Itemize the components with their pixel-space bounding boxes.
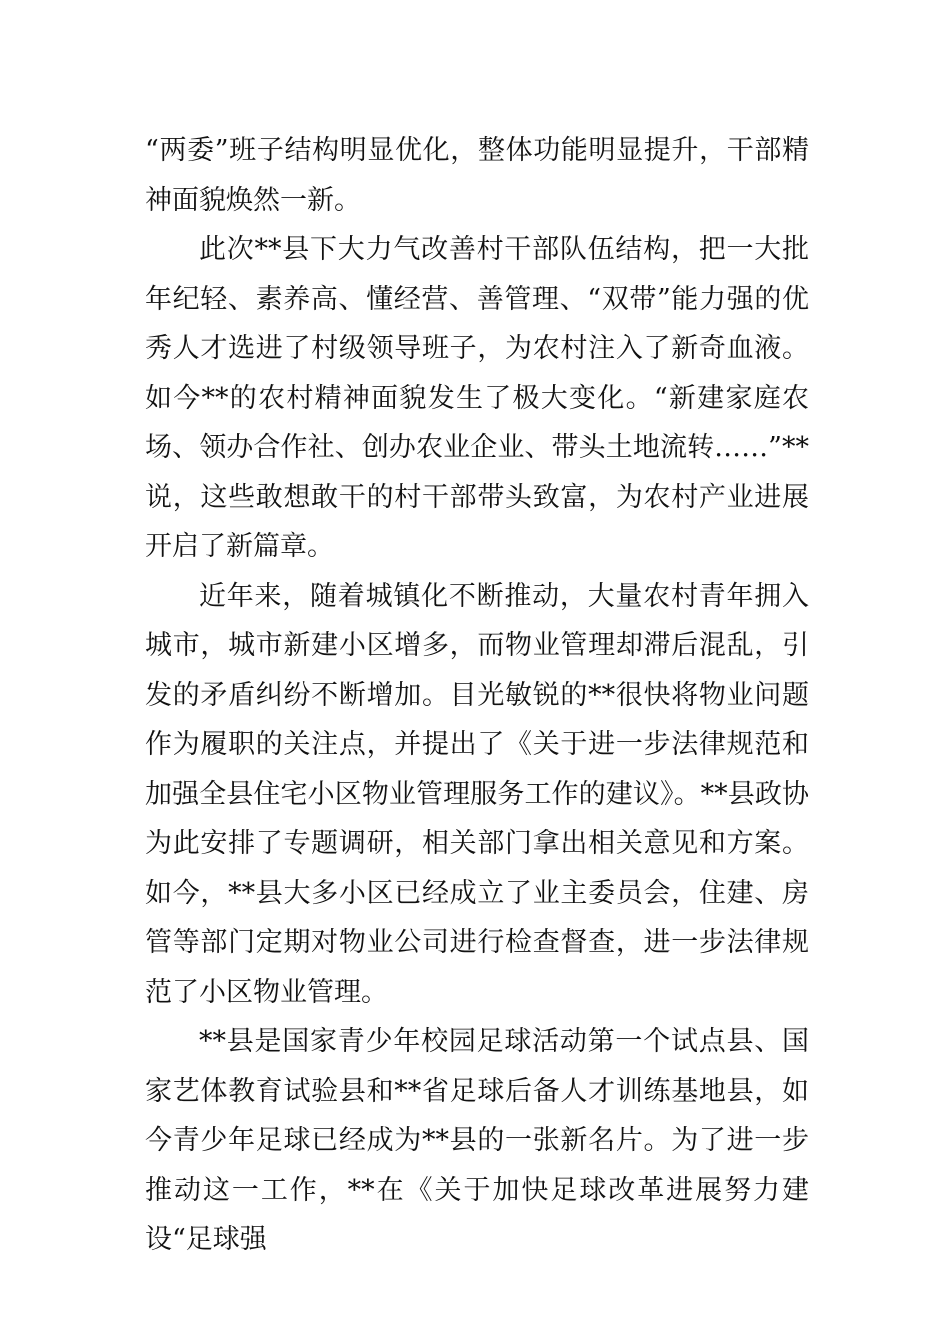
paragraph-village-cadres: 此次**县下大力气改善村干部队伍结构，把一大批年纪轻、素养高、懂经营、善管理、“双带”能力强的优秀人才选进了村级领导班子，为农村注入了新奇血液。如今**的农村精神面貌发生了极大变化。“新建家庭农场、领办合作社、创办农业企业、带头土地流转……”**说，这些敢想敢干的村干部带头致富，为农村产业进展开启了新篇章。 bbox=[145, 234, 809, 562]
paragraph-property-management: 近年来，随着城镇化不断推动，大量农村青年拥入城市，城市新建小区增多，而物业管理却滞后混乱，引发的矛盾纠纷不断增加。目光敏锐的**很快将物业问题作为履职的关注点，并提出了《关于进一步法律规范和加强全县住宅小区物业管理服务工作的建议》。**县政协为此安排了专题调研，相关部门拿出相关意见和方案。如今，**县大多小区已经成立了业主委员会，住建、房管等部门定期对物业公司进行检查督查，进一步法律规范了小区物业管理。 bbox=[145, 580, 809, 1008]
paragraph-youth-football: **县是国家青少年校园足球活动第一个试点县、国家艺体教育试验县和**省足球后备人才训练基地县，如今青少年足球已经成为**县的一张新名片。为了进一步推动这一工作，**在《关于加快足球改革进展努力建设“足球强 bbox=[145, 1026, 809, 1255]
paragraph-continuation: “两委”班子结构明显优化，整体功能明显提升，干部精神面貌焕然一新。 bbox=[145, 135, 809, 216]
document-page bbox=[145, 126, 809, 1265]
